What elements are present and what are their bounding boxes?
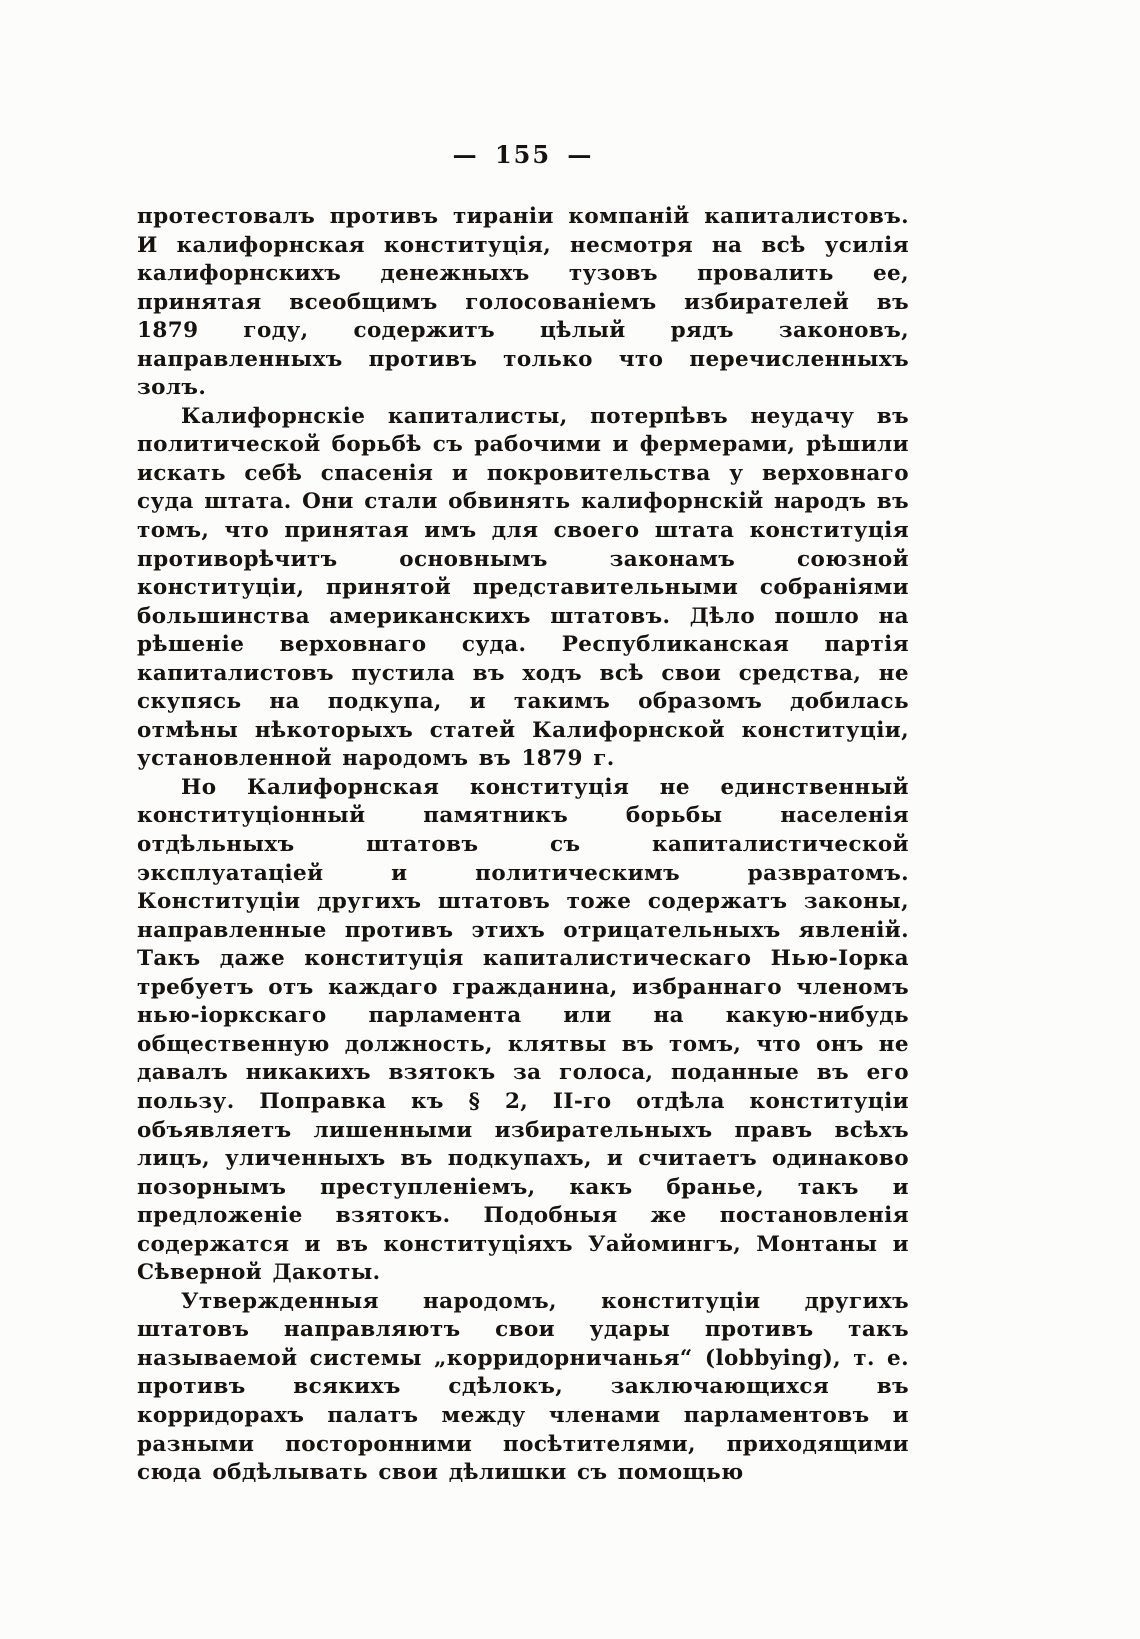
paragraph-continuation: протестовалъ противъ тираніи компаній капиталистовъ. И калифорнская конституція, несмотря на всѣ усилія калифорнскихъ денежныхъ тузовъ провалить ее, принятая всеобщимъ голосованіемъ избирателей въ 1879 году, содержитъ цѣлый рядъ законовъ, направленныхъ противъ только что перечисленныхъ золъ. <box>137 204 909 401</box>
page-number: — 155 — <box>452 140 594 169</box>
paragraph-lobbying: Утвержденныя народомъ, конституціи другихъ штатовъ направляютъ свои удары противъ такъ называемой системы „корридорничанья“ (lobbying), т. е. противъ всякихъ сдѣлокъ, заключающихся въ корридорахъ палатъ между членами парламентовъ и разными посторонними посѣтителями, приходящими сюда обдѣлывать свои дѣлишки съ помощью <box>137 1288 909 1486</box>
page-body-text <box>137 203 909 1488</box>
paragraph-other-state-constitutions: Но Калифорнская конституція не единственный конституціонный памятникъ борьбы населенія отдѣльныхъ штатовъ съ капиталистической эксплуатаціей и политическимъ развратомъ. Конституціи другихъ штатовъ тоже содержатъ законы, направленные противъ этихъ отрицательныхъ явленій. Такъ даже конституція капиталистическаго Нью-Іорка требуетъ отъ каждаго гражданина, избраннаго членомъ нью-іоркскаго парламента или на какую-нибудь общественную должность, клятвы въ томъ, что онъ не давалъ никакихъ взятокъ за голоса, поданные въ его пользу. Поправка къ § 2, II-го отдѣла конституціи объявляетъ лишенными избирательныхъ правъ всѣхъ лицъ, уличенныхъ въ подкупахъ, и считаетъ одинаково позорнымъ преступленіемъ, какъ бранье, такъ и предложеніе взятокъ. Подобныя же постановленія содержатся и въ конституціяхъ Уайомингъ, Монтаны и Сѣверной Дакоты. <box>137 774 909 1286</box>
paragraph-california-capitalists: Калифорнскіе капиталисты, потерпѣвъ неудачу въ политической борьбѣ съ рабочими и фермерами, рѣшили искать себѣ спасенія и покровительства у верховнаго суда штата. Они стали обвинять калифорнскій народъ въ томъ, что принятая имъ для своего штата конституція противорѣчитъ основнымъ законамъ союзной конституціи, принятой представительными собраніями большинства американскихъ штатовъ. Дѣло пошло на рѣшеніе верховнаго суда. Республиканская партія капиталистовъ пустила въ ходъ всѣ свои средства, не скупясь на подкупа, и такимъ образомъ добилась отмѣны нѣкоторыхъ статей Калифорнской конституціи, установленной народомъ въ 1879 г. <box>137 403 909 772</box>
page-content-column <box>137 0 909 1488</box>
